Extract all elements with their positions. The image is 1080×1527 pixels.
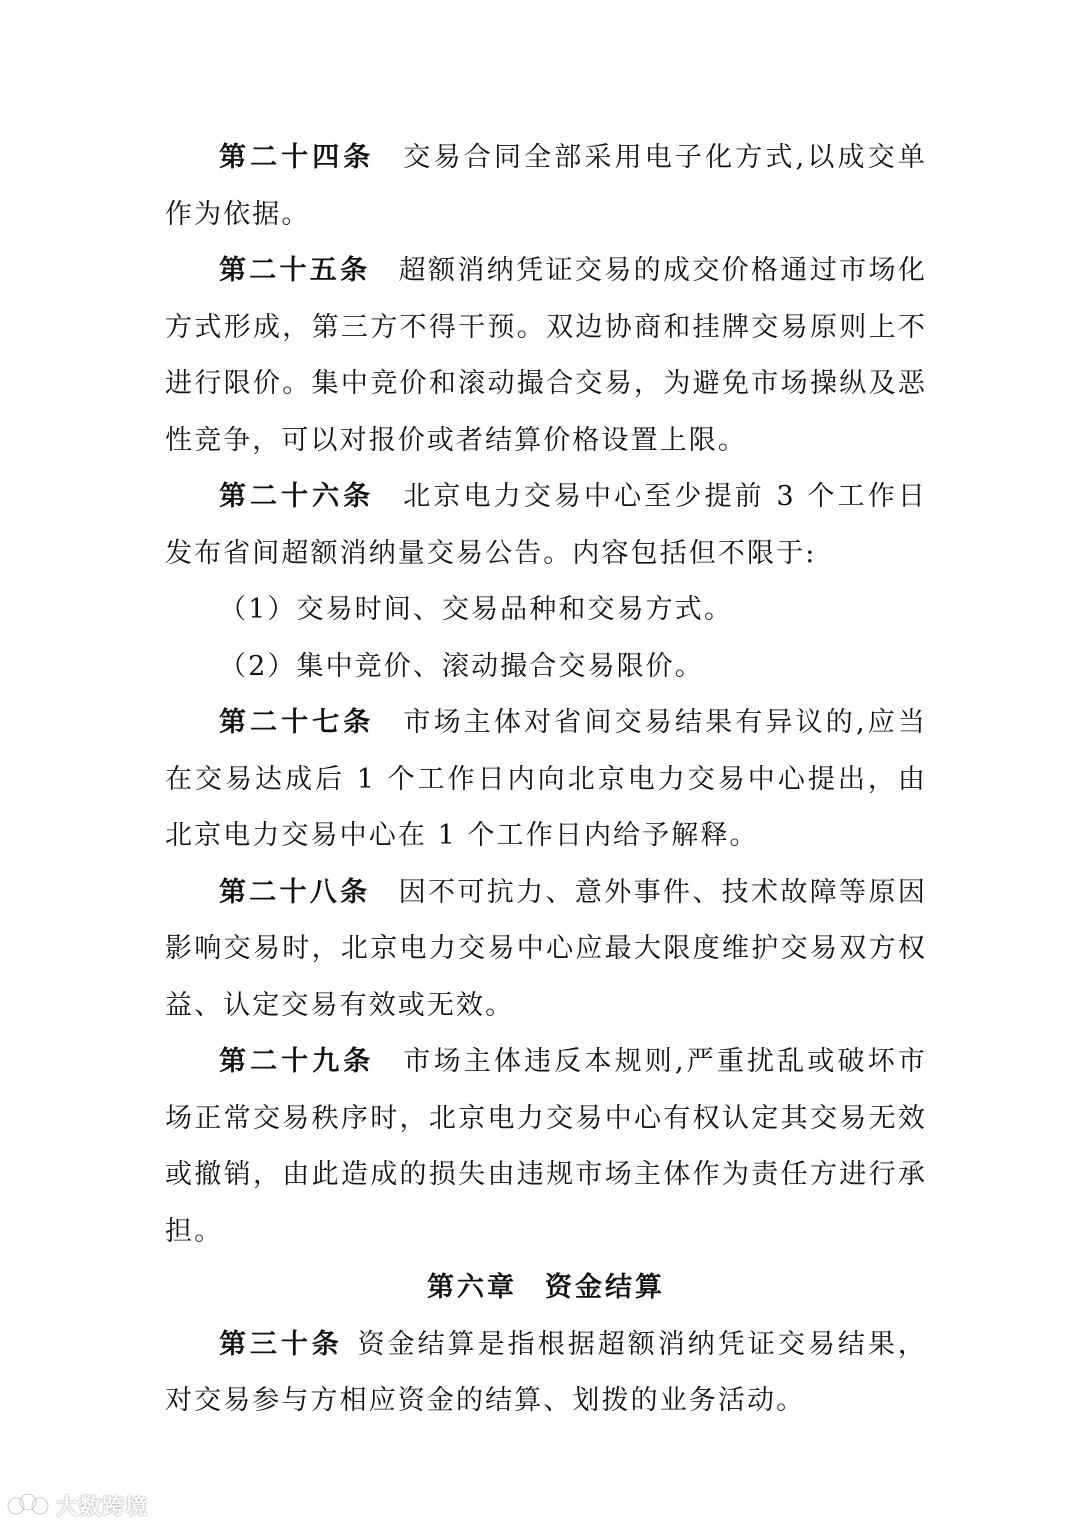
document-page — [165, 130, 927, 1430]
article-text: 北京电力交易中心至少提前 3 个工作日发布省间超额消纳量交易公告。内容包括但不限于: — [165, 481, 928, 569]
watermark — [6, 1488, 148, 1522]
article-text: 市场主体违反本规则,严重扰乱或破坏市场正常交易秩序时，北京电力交易中心有权认定其交易无效或撤销，由此造成的损失由违规市场主体作为责任方进行承担。 — [165, 1046, 928, 1247]
article-text: 交易合同全部采用电子化方式,以成交单作为依据。 — [165, 142, 928, 230]
article-number: 第二十七条 — [219, 707, 375, 738]
article-number: 第三十条 — [219, 1328, 343, 1360]
article-29 — [165, 1034, 927, 1260]
article-number: 第二十五条 — [219, 255, 371, 286]
article-number: 第二十六条 — [219, 481, 375, 512]
article-26 — [165, 469, 927, 582]
list-item: （2）集中竞价、滚动撮合交易限价。 — [219, 650, 704, 682]
article-27 — [165, 695, 927, 865]
article-25 — [165, 243, 927, 469]
article-30 — [165, 1317, 927, 1430]
cloud-logo-icon — [6, 1491, 52, 1519]
article-number: 第二十四条 — [219, 142, 375, 173]
list-item: （1）交易时间、交易品种和交易方式。 — [219, 594, 733, 625]
article-number: 第二十八条 — [219, 876, 371, 908]
article-28 — [165, 865, 927, 1035]
article-text: 资金结算是指根据超额消纳凭证交易结果，对交易参与方相应资金的结算、划拨的业务活动。 — [165, 1328, 927, 1416]
article-text: 市场主体对省间交易结果有异议的,应当在交易达成后 1 个工作日内向北京电力交易中心提出，由北京电力交易中心在 1 个工作日内给予解释。 — [165, 707, 928, 851]
watermark-text: 大数跨境 — [56, 1494, 149, 1520]
article-text: 超额消纳凭证交易的成交价格通过市场化方式形成，第三方不得干预。双边协商和挂牌交易原则上不进行限价。集中竞价和滚动撮合交易，为避免市场操纵及恶性竞争，可以对报价或者结算价格设置上限。 — [165, 255, 928, 456]
article-24 — [165, 130, 927, 243]
chapter-number: 第六章 — [427, 1272, 517, 1303]
chapter-heading — [165, 1260, 927, 1317]
article-text: 因不可抗力、意外事件、技术故障等原因影响交易时，北京电力交易中心应最大限度维护交易双方权益、认定交易有效或无效。 — [165, 876, 928, 1021]
article-number: 第二十九条 — [219, 1046, 375, 1077]
chapter-title: 资金结算 — [545, 1272, 665, 1303]
